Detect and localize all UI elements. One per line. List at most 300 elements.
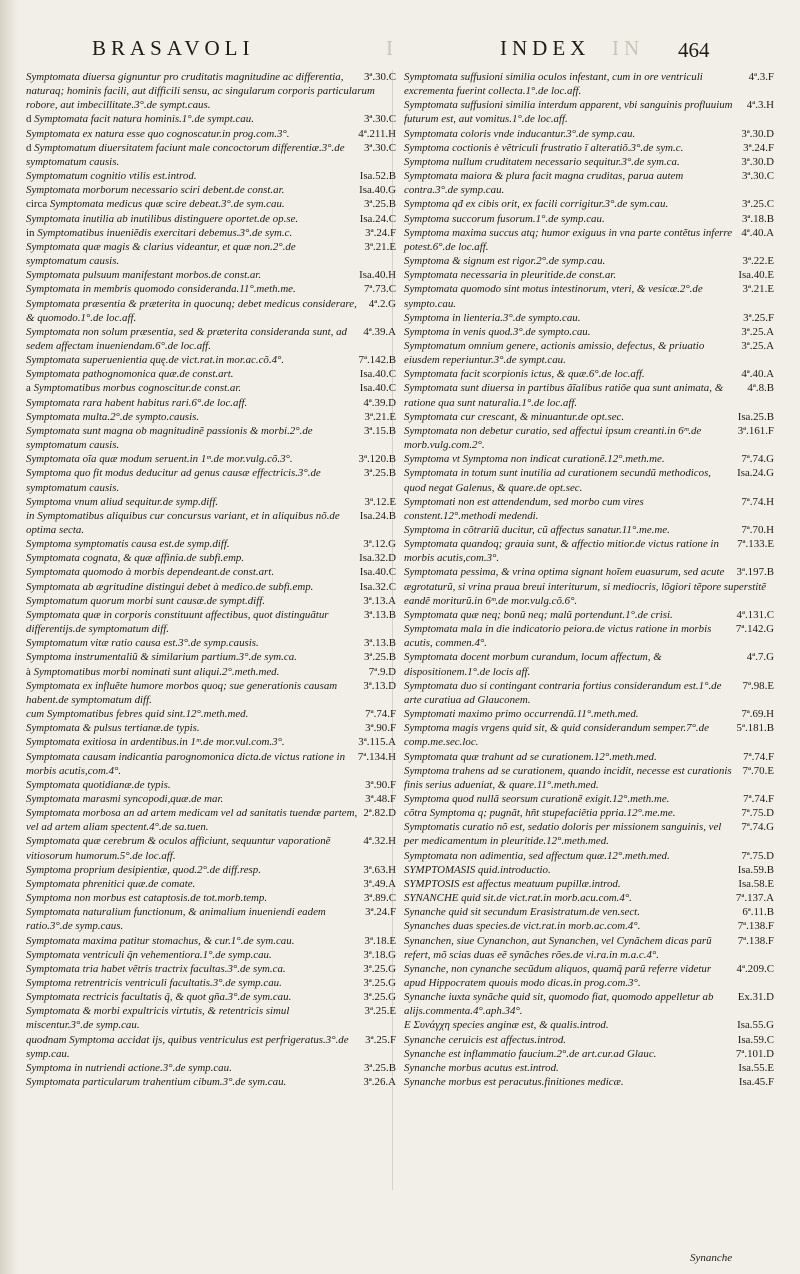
entry-reference: 3ª.12.E [364, 495, 396, 508]
index-entry [404, 990, 774, 1018]
entry-text: Symptomatum vitæ ratio causa est.3°.de symp.causis. [26, 637, 259, 650]
entry-text: Symptomata sunt diuersa in partibus ãĩalibus ratiõe qua sunt animata, & ratione qua sunt naturalia.1°.de loc.aff. [404, 382, 724, 409]
index-entry [404, 877, 774, 891]
entry-text: Symptomata quæ neq; bonũ neq; malũ portendunt.1°.de crisi. [404, 608, 673, 621]
entry-text: Symptomata morborum necessario sciri debent.de const.ar. [26, 184, 285, 197]
entry-text: Symptomata diuersa gignuntur pro cruditatis magnitudine ac differentia, naturaq; hominis facili, aut difficili sensu, ac singularum corporis particularum robore, aut imbecillitate.3°.de sympt.caus. [26, 71, 375, 112]
entry-reference: 4ª.211.H [358, 127, 396, 140]
entry-reference: 3ª.25.G [363, 977, 396, 989]
entry-reference: 3ª.18.G [363, 948, 396, 961]
index-entry [404, 962, 774, 990]
index-entry [404, 367, 774, 381]
entry-text: Synanche quid sit secundum Erasistratum.de ven.sect. [404, 906, 640, 919]
index-entry [404, 127, 774, 141]
index-entry [404, 650, 774, 678]
entry-reference: 3ª.90.F [365, 722, 396, 735]
entry-text: Symptomata rara habent habitus rari.6°.de loc.aff. [26, 396, 248, 409]
entry-text: Symptoma instrumentaliũ & similarium partium.3°.de sym.ca. [26, 651, 297, 664]
entry-reference: 3ª.15.B [363, 424, 396, 437]
entry-text: Symptomata docent morbum curandum, locum affectum, & dispositionem.1°.de locis aff. [404, 651, 662, 678]
entry-text: Symptomata medicus quæ scire debeat.3°.de sym.cau. [49, 198, 285, 211]
entry-reference: 4ª.2.G [368, 297, 396, 310]
entry-text: Symptomata ex influẽte humore morbos quoq; sue generationis causam habent.de symptomatum diff. [26, 679, 338, 706]
entry-text: Symptomata oĩa quæ modum seruent.in 1ᵐ.de mor.vulg.cõ.3°. [26, 453, 293, 466]
entry-reference: 3ª.89.C [363, 892, 396, 905]
entry-text: in Symptomatibus aliquibus cur concursus variant, et in aliquibus nõ.de optima secta. [26, 509, 340, 536]
entry-reference: 4ª.3.F [748, 71, 774, 83]
index-entry [26, 608, 396, 636]
entry-text: Symptomata morbosa an ad artem medicam vel ad sanitatis tuendæ partem, vel ad artem aliam spectent.4°.de sa.tuen. [26, 807, 358, 834]
entry-reference: 3ª.25.E [364, 1005, 396, 1018]
entry-reference: 4ª.39.D [363, 396, 396, 409]
index-entry [404, 1047, 774, 1061]
margin-mark: d [26, 141, 32, 154]
index-entry [404, 155, 774, 169]
entry-text: Symptoma qđ ex cibis orit, ex facili corrigitur.3°.de sym.cau. [404, 198, 669, 211]
index-entry [26, 424, 396, 452]
entry-reference: 3ª.24.F [365, 906, 396, 919]
entry-reference: 3ª.25.B [363, 1061, 396, 1074]
header-ghost-right: IN [612, 36, 645, 60]
entry-text: SYMPTOMASIS quid.introductio. [404, 863, 551, 876]
entry-reference: 7ª.142.B [358, 354, 396, 367]
entry-text: Symptomata inutilia ab inutilibus distinguere oportet.de op.se. [26, 212, 299, 225]
index-entry [26, 495, 396, 509]
index-entry [404, 523, 774, 537]
index-entry [26, 1061, 396, 1075]
entry-text: Symptomata naturalium functionum, & animalium inueniendi eadem ratio.3°.de symp.caus. [26, 906, 326, 933]
entry-text: Symptomata necessaria in pleuritide.de const.ar. [404, 269, 617, 282]
entry-reference: Isa.55.G [737, 1019, 774, 1032]
index-entry [26, 1075, 396, 1089]
index-entry [26, 282, 396, 296]
index-entry [26, 325, 396, 353]
entry-text: quodnam Symptoma accidat ijs, quibus ventriculus est perfrigeratus.3°.de symp.cau. [26, 1033, 349, 1060]
index-entry [26, 707, 396, 721]
index-entry [26, 934, 396, 948]
entry-text: Symptomata facit scorpionis ictus, & quæ.6°.de loc.aff. [404, 368, 645, 381]
entry-text: Symptomata in membris quomodo consideranda.11°.meth.me. [26, 283, 296, 296]
entry-reference: 3ª.25.B [363, 467, 396, 480]
index-entry [404, 806, 774, 820]
index-entry [404, 381, 774, 409]
entry-text: Synanche, non cynanche secũdum aliquos, quamq̃ parũ referre videtur apud Hippocratem quouis modo dicas.in prog.com.3°. [404, 962, 712, 989]
index-entry [26, 537, 396, 551]
index-entry [404, 707, 774, 721]
entry-reference: 7ª.70.H [741, 524, 774, 536]
entry-reference: 7ª.74.G [741, 821, 774, 834]
index-entry [26, 410, 396, 424]
entry-text: Symptomatum diuersitatem faciunt male concoctorum differentiæ.3°.de symptomatum causis. [26, 141, 345, 168]
entry-text: Symptoma vt Symptoma non indicat curationẽ.12°.meth.me. [404, 453, 665, 466]
entry-text: Symptoma & signum est rigor.2°.de symp.cau. [404, 255, 606, 268]
index-entry [26, 509, 396, 537]
entry-reference: 7ª.74.F [743, 750, 774, 763]
entry-text: Symptomata quandoq; grauia sunt, & affectio mitior.de victus ratione in morbis acutis,com.3°. [404, 538, 719, 565]
entry-text: Symptoma in nutriendi actione.3°.de symp.cau. [26, 1061, 232, 1074]
entry-text: Symptomatibus morbi nominati sunt aliqui.2°.meth.med. [33, 665, 280, 678]
entry-text: Symptoma magis vrgens quid sit, & quid considerandum semper.7°.de comp.me.sec.loc. [404, 722, 709, 749]
entry-text: Symptomata particularum trahentium cibum.3°.de sym.cau. [26, 1076, 287, 1089]
index-entry [404, 820, 774, 848]
entry-reference: 7ª.74.G [741, 453, 774, 466]
entry-reference: 7ª.138.F [737, 920, 774, 933]
index-entry [404, 339, 774, 367]
entry-reference: 4ª.209.C [736, 962, 774, 975]
entry-text: Symptomata coloris vnde inducantur.3°.de symp.cau. [404, 127, 636, 140]
entry-reference: Isa.40.H [359, 269, 396, 282]
index-entry [26, 240, 396, 268]
index-entry [26, 183, 396, 197]
margin-mark: in [26, 226, 35, 239]
index-entry [404, 764, 774, 792]
entry-text: Symptomata quæ trahunt ad se curationem.12°.meth.med. [404, 750, 657, 763]
entry-text: Symptomata duo si contingant contraria fortius considerandum est.1°.de arte curatiua ad Glauconem. [404, 679, 722, 706]
entry-reference: 3ª.25.F [365, 1033, 396, 1046]
entry-reference: Isa.40.G [359, 184, 396, 197]
index-entry [26, 863, 396, 877]
entry-reference: 7ª.9.D [368, 665, 396, 678]
catchword: Synanche [690, 1252, 733, 1264]
index-entry [404, 679, 774, 707]
entry-reference: 3ª.30.C [363, 71, 396, 83]
entry-reference: Isa.45.F [738, 1076, 774, 1089]
entry-reference: 3ª.30.D [741, 127, 774, 140]
index-entry [26, 297, 396, 325]
entry-reference: 7ª.138.F [737, 934, 774, 947]
index-entry [404, 212, 774, 226]
index-entry [404, 565, 774, 607]
entry-text: Symptomata rectricis facultatis q̃, & quot gña.3°.de sym.cau. [26, 991, 292, 1004]
index-entry [26, 452, 396, 466]
entry-text: Synanche ceruicis est affectus.introd. [404, 1033, 567, 1046]
entry-text: Symptomata quæ in corporis constituunt affectibus, quot distinguãtur differentijs.de symptomatum diff. [26, 608, 329, 636]
header-right-title: INDEX [500, 36, 591, 60]
entry-text: Symptomata superuenientia quę.de vict.rat.in mor.ac.cõ.4°. [26, 354, 285, 367]
index-entry [404, 1018, 774, 1032]
entry-reference: Isa.40.C [359, 368, 396, 381]
entry-text: Symptomata cur crescant, & minuantur.de opt.sec. [404, 410, 625, 423]
entry-text: Synanche est inflammatio faucium.2°.de art.cur.ad Glauc. [404, 1047, 657, 1060]
entry-reference: 3ª.30.C [363, 141, 396, 154]
index-entry [26, 580, 396, 594]
entry-text: Symptoma nullum cruditatem necessario sequitur.3°.de sym.ca. [404, 155, 680, 168]
entry-reference: Isa.24.B [359, 509, 396, 522]
index-entry [404, 268, 774, 282]
entry-text: Symptomata non debetur curatio, sed affectui ipsum creanti.in 6ᵐ.de morb.vulg.com.2°. [404, 424, 702, 452]
index-entry [26, 990, 396, 1004]
entry-text: Symptomata in totum sunt inutilia ad curationem secundũ methodicos, quod negat Galenus, & quare.de opt.sec. [404, 467, 712, 494]
entry-text: Symptomata pathognomonica quæ.de const.art. [26, 368, 234, 381]
entry-reference: 4ª.39.A [363, 325, 396, 338]
entry-text: Symptomata pessima, & vrina optima signant hoĩem euasurum, sed acute ægrotaturũ, si vrina praua breui interiturum, si mediocris, lõgiori tẽpore superstitẽ eandẽ moriturũ.in 6ᵐ.de mor.vulg.cõ.6°. [404, 566, 767, 607]
index-entry [404, 98, 774, 126]
index-entry [404, 424, 774, 452]
left-index-column [26, 70, 396, 1089]
entry-text: Symptomata non adimentia, sed affectum quæ.12°.meth.med. [404, 849, 670, 862]
entry-reference: 7ª.75.D [741, 807, 774, 820]
entry-text: Symptomatibus morbus cognoscitur.de const.ar. [33, 382, 242, 395]
entry-reference: 3ª.25.B [363, 651, 396, 664]
index-entry [404, 934, 774, 962]
entry-reference: Isa.40.C [359, 566, 396, 579]
entry-reference: 7ª.75.D [741, 849, 774, 862]
entry-reference: 3ª.115.A [358, 736, 396, 749]
entry-reference: Isa.55.E [738, 1061, 774, 1074]
entry-reference: 3ª.25.G [363, 962, 396, 975]
index-entry [404, 849, 774, 863]
index-entry [26, 891, 396, 905]
entry-reference: 7ª.133.E [737, 538, 774, 551]
entry-text: Symptomati non est attendendum, sed morbo cum vires constent.12°.methodi medendi. [404, 495, 644, 522]
index-entry [26, 212, 396, 226]
entry-text: SYNANCHE quid sit.de vict.rat.in morb.acu.com.4°. [404, 892, 632, 905]
index-entry [26, 141, 396, 169]
index-entry [404, 750, 774, 764]
index-entry [404, 1061, 774, 1075]
entry-reference: 3ª.197.B [736, 566, 774, 579]
entry-text: Symptoma maxima succus atq; humor exiguus in vna parte contẽtus inferre potest.6°.de loc.aff. [404, 226, 733, 253]
entry-reference: 7ª.137.A [735, 892, 774, 905]
index-entry [26, 948, 396, 962]
index-entry [26, 565, 396, 579]
entry-text: Synanche morbus est peracutus.finitiones medicæ. [404, 1076, 624, 1089]
entry-text: Symptomata & morbi expultricis virtutis, & retentricis simul miscentur.3°.de symp.cau. [26, 1005, 290, 1032]
entry-reference: 3ª.25.A [741, 339, 774, 352]
entry-reference: 4ª.3.H [746, 99, 774, 112]
page-edge-shading [0, 0, 18, 1274]
entry-reference: 7ª.74.H [741, 495, 774, 508]
index-entry [26, 396, 396, 410]
entry-text: Symptomatum quorum morbi sunt causæ.de sympt.diff. [26, 594, 265, 607]
entry-reference: 3ª.30.D [741, 155, 774, 168]
index-entry [26, 226, 396, 240]
entry-reference: 7ª.73.C [363, 283, 396, 296]
entry-reference: 7ª.98.E [742, 679, 774, 692]
entry-reference: 4ª.131.C [736, 608, 774, 621]
index-entry [404, 466, 774, 494]
entry-reference: 3ª.24.F [743, 141, 774, 154]
entry-text: Symptomatum omnium genere, actionis amissio, defectus, & priuatio eiusdem reperiuntur.3°.de sympt.cau. [404, 339, 705, 367]
index-entry [26, 877, 396, 891]
entry-reference: Isa.59.C [737, 1033, 774, 1046]
index-entry [26, 679, 396, 707]
index-entry [404, 863, 774, 877]
index-entry [404, 495, 774, 523]
entry-reference: 3ª.13.B [363, 637, 396, 650]
running-header [0, 34, 800, 68]
entry-text: Symptomata quomodo à morbis dependeant.de const.art. [26, 566, 275, 579]
entry-text: Symptomata suffusioni similia oculos infestant, cum in ore ventriculi excrementa fuerint collecta.1°.de loc.aff. [404, 71, 703, 98]
entry-reference: 3ª.30.C [741, 170, 774, 183]
entry-reference: 3ª.48.F [365, 792, 396, 805]
entry-reference: 4ª.40.A [741, 368, 774, 381]
entry-text: Symptoma quod nullã seorsum curationẽ exigit.12°.meth.me. [404, 792, 670, 805]
index-entry [26, 976, 396, 990]
entry-text: Symptomata exitiosa in ardentibus.in 1ᵐ.de mor.vul.com.3°. [26, 736, 285, 749]
entry-reference: Isa.25.B [737, 410, 774, 423]
index-entry [404, 197, 774, 211]
index-entry [26, 169, 396, 183]
entry-reference: 3ª.25.F [743, 311, 774, 324]
margin-mark: d [26, 113, 32, 126]
entry-reference: 7ª.142.G [735, 623, 774, 636]
entry-text: Symptomata suffusioni similia interdum apparent, vbi sanguinis profluuium futurum est, aut vomitus.1°.de loc.aff. [404, 99, 733, 126]
entry-reference: 3ª.21.E [742, 283, 774, 296]
index-entry [26, 112, 396, 126]
entry-reference: 7ª.74.F [743, 792, 774, 805]
entry-text: Ε Συνάγχη species anginæ est, & qualis.introd. [404, 1019, 609, 1032]
index-entry [404, 410, 774, 424]
entry-reference: 3ª.90.F [365, 778, 396, 791]
entry-text: Symptomati maximo primo occurrendũ.11°.meth.med. [404, 708, 639, 721]
index-entry [404, 919, 774, 933]
entry-reference: Isa.40.C [359, 382, 396, 395]
entry-text: Synanchen, siue Cynanchon, aut Synanchen, vel Cynãchem dicas parũ refert, mõ scias duas eẽ synãches rões.de vi.ra.in m.a.c.4°. [404, 934, 712, 961]
entry-text: Symptoma in venis quod.3°.de sympto.cau. [404, 325, 591, 338]
index-entry [26, 778, 396, 792]
entry-text: Symptoma quo fit modus deducitur ad genus causæ effectricis.3°.de symptomatum causis. [26, 467, 321, 494]
entry-reference: Isa.24.C [359, 212, 396, 225]
entry-reference: 3ª.12.G [363, 538, 396, 551]
page-number: 464 [678, 38, 710, 62]
index-entry [26, 1004, 396, 1032]
index-entry [26, 721, 396, 735]
index-entry [404, 905, 774, 919]
entry-reference: 3ª.30.C [363, 113, 396, 126]
entry-reference: 7ª.74.F [365, 708, 396, 721]
entry-text: Symptomata ab ægritudine distingui debet à medico.de subfi.emp. [26, 580, 314, 593]
entry-reference: 3ª.25.G [363, 991, 396, 1004]
entry-text: Symptoma trahens ad se curationem, quando incidit, necesse est curationis finis serius adueniat, & quare.11°.meth.med. [404, 764, 732, 791]
entry-text: Symptomata facit natura hominis.1°.de sympt.cau. [34, 113, 254, 126]
index-entry [26, 353, 396, 367]
index-entry [26, 367, 396, 381]
index-entry [26, 806, 396, 834]
right-index-column [404, 70, 774, 1089]
entry-text: Symptomata tria habet vẽtris tractrix facultas.3°.de sym.ca. [26, 962, 286, 975]
index-entry [404, 891, 774, 905]
entry-reference: 3ª.49.A [363, 877, 396, 890]
index-entry [404, 282, 774, 310]
index-entry [26, 551, 396, 565]
index-entry [26, 268, 396, 282]
index-entry [26, 127, 396, 141]
index-entry [404, 721, 774, 749]
entry-reference: Isa.40.E [738, 269, 774, 282]
entry-reference: Isa.58.E [738, 877, 774, 890]
entry-text: Synanches duas species.de vict.rat.in morb.ac.com.4°. [404, 920, 641, 933]
entry-text: Symptomata multa.2°.de sympto.causis. [26, 410, 200, 423]
entry-text: Symptomata mala in die indicatorio peiora.de victus ratione in morbis acutis, commen.4°. [404, 623, 712, 650]
entry-reference: Isa.32.D [359, 552, 396, 565]
index-entry [26, 650, 396, 664]
entry-text: SYMPTOSIS est affectus meatuum pupillæ.introd. [404, 877, 621, 890]
index-entry [26, 70, 396, 112]
index-entry [404, 70, 774, 98]
entry-reference: 4ª.7.G [746, 651, 774, 664]
entry-reference: Ex.31.D [737, 991, 774, 1004]
entry-reference: Isa.52.B [359, 170, 396, 183]
entry-reference: 5ª.181.B [736, 722, 774, 735]
index-entry [404, 608, 774, 622]
entry-reference: 3ª.25.A [741, 325, 774, 338]
entry-text: Symptoma retrentricis ventriculi facultatis.3°.de symp.cau. [26, 977, 282, 989]
index-entry [404, 325, 774, 339]
entry-text: Symptomata præsentia & præterita in quocunq; debet medicus considerare, & quomodo.1°.de loc.aff. [26, 297, 357, 324]
entry-text: Symptomata & pulsus tertianæ.de typis. [26, 722, 200, 735]
entry-reference: 3ª.18.B [741, 212, 774, 225]
entry-text: Symptoma in cõtrariũ ducitur, cũ affectus sanatur.11°.me.me. [404, 524, 670, 536]
entry-text: Symptomatis curatio nõ est, sedatio doloris per missionem sanguinis, vel per medicamentum in pleuritide.12°.meth.med. [404, 821, 722, 848]
entry-reference: 3ª.25.B [363, 198, 396, 211]
entry-text: Symptomata quomodo sint motus intestinorum, vteri, & vesicæ.2°.de sympto.cau. [404, 283, 703, 310]
entry-text: Symptomata maxima patitur stomachus, & cur.1°.de sym.cau. [26, 934, 295, 947]
entry-text: Synanche morbus acutus est.introd. [404, 1061, 559, 1074]
entry-text: Symptomatibus inueniẽdis exercitari debemus.3°.de sym.c. [37, 226, 293, 239]
index-entry [26, 381, 396, 395]
entry-reference: 4ª.8.B [747, 382, 774, 395]
index-entry [26, 750, 396, 778]
entry-text: Symptomata ex natura esse quo cognoscatur.in prog.com.3°. [26, 127, 290, 140]
entry-text: Symptomatum cognitio vtilis est.introd. [26, 170, 197, 183]
entry-text: Symptoma proprium desipientiæ, quod.2°.de diff.resp. [26, 863, 261, 876]
entry-text: cõtra Symptoma q; pugnãt, hñt stupefaciẽtia ppria.12°.me.me. [404, 807, 676, 820]
index-entry [404, 537, 774, 565]
margin-mark: à [26, 665, 31, 678]
index-entry [404, 169, 774, 197]
entry-reference: 2ª.82.D [363, 807, 396, 820]
entry-text: Symptomata cognata, & quæ affinia.de subfi.emp. [26, 552, 245, 565]
index-entry [26, 834, 396, 862]
entry-text: Symptoma symptomatis causa est.de symp.diff. [26, 538, 230, 551]
index-entry [26, 197, 396, 211]
entry-text: Symptomata marasmi syncopodi,quæ.de mar. [26, 792, 224, 805]
entry-reference: 7ª.101.D [735, 1047, 774, 1060]
index-entry [26, 962, 396, 976]
index-entry [26, 905, 396, 933]
entry-reference: 6ª.11.B [742, 906, 774, 919]
entry-reference: 7ª.69.H [741, 708, 774, 721]
entry-reference: 7ª.70.E [742, 764, 774, 777]
entry-reference: 3ª.24.F [365, 226, 396, 239]
entry-reference: 3ª.63.H [363, 863, 396, 876]
margin-mark: a [26, 382, 31, 395]
entry-reference: 4ª.40.A [741, 226, 774, 239]
entry-text: Symptomata ventriculi q̃n vehementiora.1°.de symp.cau. [26, 948, 272, 961]
index-entry [26, 792, 396, 806]
entry-reference: 3ª.26.A [363, 1076, 396, 1089]
entry-text: Synanche iuxta synãche quid sit, quomodo fiat, quomodo appelletur ab alijs.commenta.4°.aph.34°. [404, 991, 714, 1018]
entry-text: Symptomata quæ cerebrum & oculos afficiunt, sequuntur vaporationẽ vitiosorum humorum.5°.de loc.aff. [26, 835, 331, 862]
index-entry [26, 665, 396, 679]
entry-text: cum Symptomatibus febres quid sint.12°.meth.med. [26, 708, 249, 721]
index-entry [26, 735, 396, 749]
entry-text: Symptomata sunt magna ob magnitudinẽ passionis & morbi.2°.de symptomatum causis. [26, 424, 313, 452]
index-entry [404, 622, 774, 650]
entry-text: Symptomata quæ magis & clarius videantur, et quæ non.2°.de symptomatum causis. [26, 240, 296, 268]
index-entry [26, 1033, 396, 1061]
entry-reference: 3ª.13.A [363, 594, 396, 607]
entry-reference: Isa.59.B [737, 863, 774, 876]
index-entry [404, 226, 774, 254]
margin-mark: circa [26, 198, 48, 211]
entry-text: Symptomata non solum præsentia, sed & præterita consideranda sunt, ad sedem affectam inueniendam.6°.de loc.aff. [26, 325, 347, 352]
entry-reference: Isa.24.G [737, 467, 774, 480]
index-entry [404, 1033, 774, 1047]
entry-reference: 3ª.21.E [364, 410, 396, 423]
index-entry [404, 254, 774, 268]
